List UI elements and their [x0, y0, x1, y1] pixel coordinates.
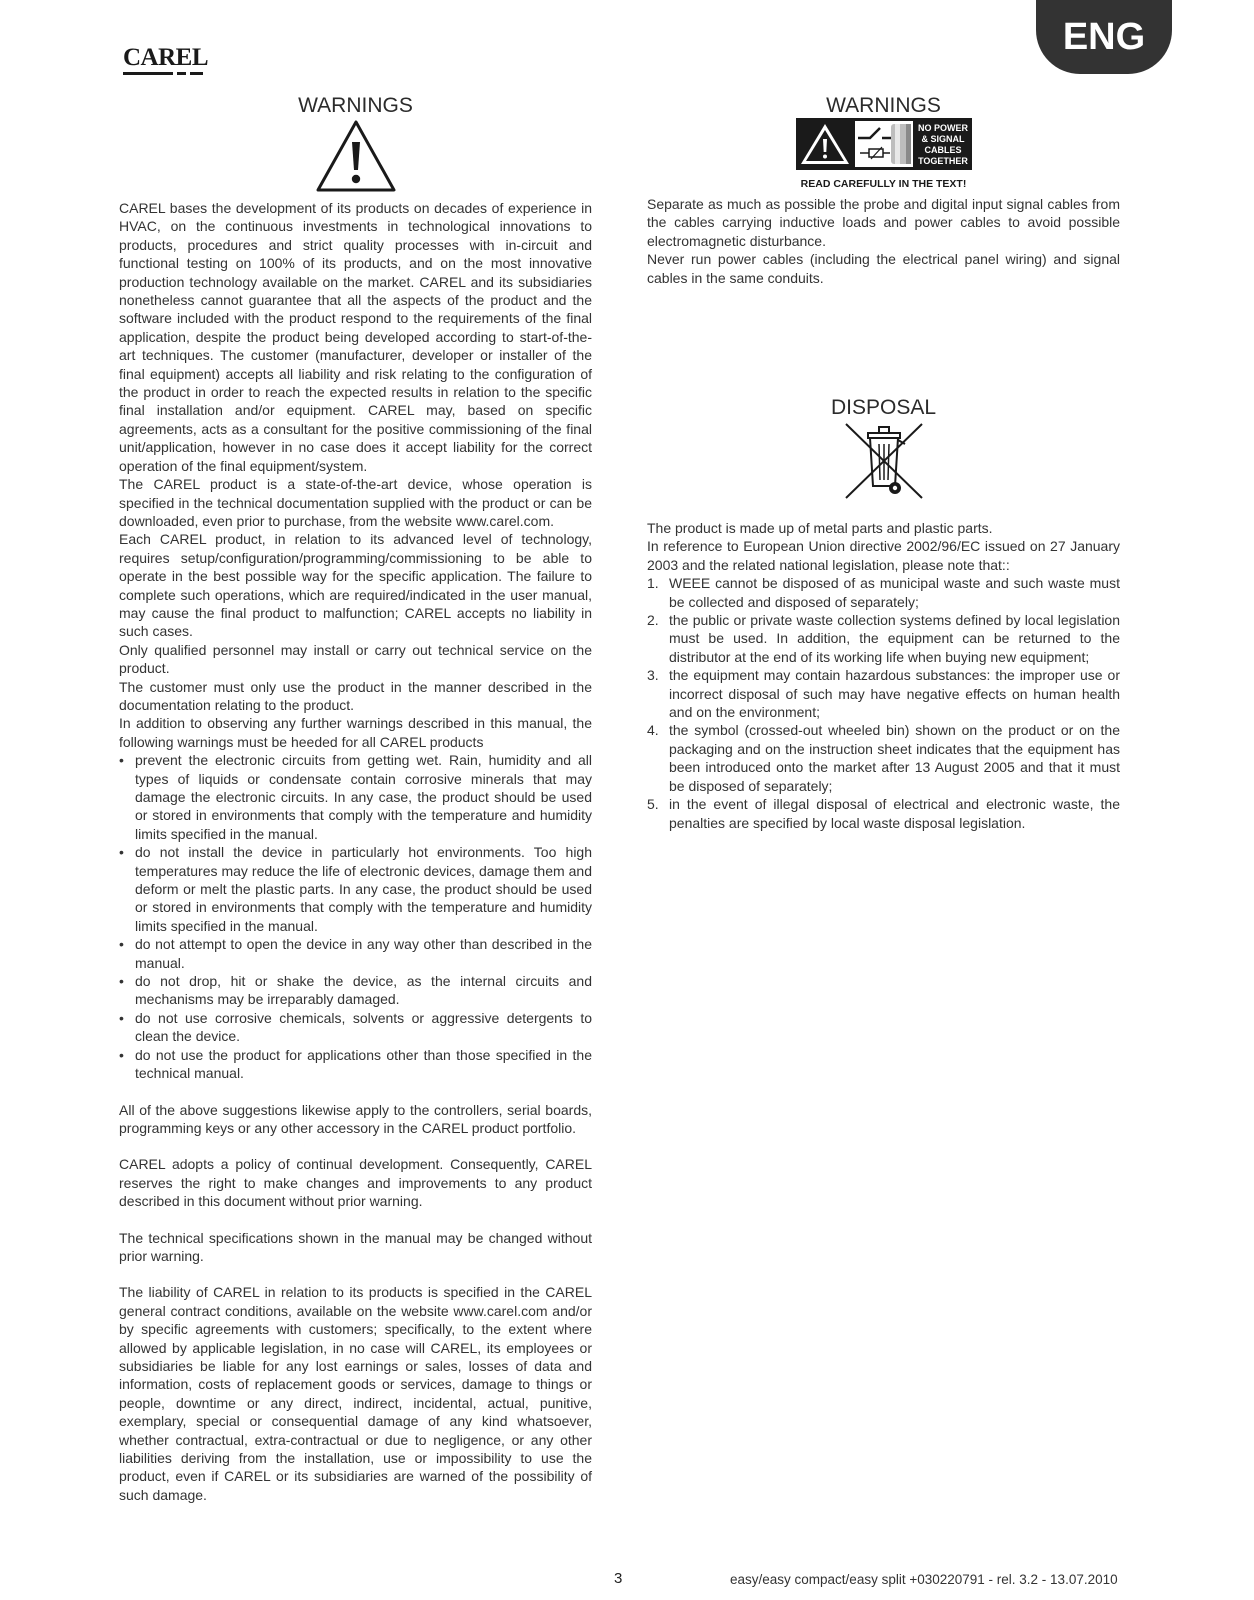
warnings-paragraph: Only qualified personnel may install or carry out technical service on the product.	[119, 641, 592, 677]
cable-warning-paragraph: Never run power cables (including the electrical panel wiring) and signal cables in the same conduits.	[647, 251, 1120, 286]
disposal-numbered-list	[647, 574, 1120, 832]
list-item	[647, 721, 1120, 795]
list-item-text: WEEE cannot be disposed of as municipal waste and such waste must be collected and disposed of separately;	[669, 575, 1120, 610]
disposal-section	[647, 396, 1120, 832]
liability-paragraph: The liability of CAREL in relation to its products is specified in the CAREL general contract conditions, available on the website www.carel.com and/or by specific agreements with customers; specifically, to the extent where allowed by applicable legislation, in no case will CAREL, its employees or subsidiaries be liable for any lost earnings or sales, losses of data and information, costs of replacement goods or services, damage to things or people, downtime or any direct, indirect, incidental, actual, punitive, exemplary, special or consequential damage of any kind whatsoever, whether contractual, extra-contractual or due to negligence, or any other liabilities deriving from the installation, use or impossibility to use the product, even if CAREL or its subsidiaries are warned of the possibility of such damage.	[119, 1284, 592, 1503]
list-item: • prevent the electronic circuits from getting wet. Rain, humidity and all types of liquids or condensate contain corrosive minerals that may damage the electronic circuits. In any case, the product should be used or stored in environments that comply with the temperature and humidity limits specified in the manual.	[119, 751, 592, 843]
warnings-paragraph: The CAREL product is a state-of-the-art device, whose operation is specified in the technical documentation supplied with the product or can be downloaded, even prior to purchase, from the website www.carel.com.	[119, 476, 592, 529]
list-item: • do not attempt to open the device in any way other than described in the manual.	[119, 935, 592, 972]
closing-paragraph: CAREL adopts a policy of continual development. Consequently, CAREL reserves the right to make changes and improvements to any product described in this document without prior warning.	[119, 1156, 592, 1210]
warnings-paragraph: Each CAREL product, in relation to its advanced level of technology, requires setup/configuration/programming/commissioning to be able to operate in the best possible way for the specific application. The failure to complete such operations, which are required/indicated in the user manual, may cause the final product to malfunction; CAREL accepts no liability in such cases.	[119, 531, 592, 640]
list-item-number: 2.	[647, 612, 659, 629]
list-item	[647, 666, 1120, 721]
document-reference: easy/easy compact/easy split +030220791 - rel. 3.2 - 13.07.2010	[730, 1572, 1118, 1587]
warnings-paragraph: The customer must only use the product in the manner described in the documentation relating to the product.	[119, 678, 592, 713]
cable-separation-warning-icon	[647, 118, 1120, 175]
warnings-bullet-list	[119, 751, 592, 1082]
cable-warnings-title: WARNINGS	[826, 94, 941, 117]
disposal-paragraph: In reference to European Union directive 2002/96/EC issued on 27 January 2003 and the related national legislation, please note that::	[647, 538, 1120, 573]
language-tab: ENG	[1036, 0, 1172, 74]
disposal-title: DISPOSAL	[830, 396, 937, 419]
warning-triangle-icon	[119, 118, 592, 199]
crossed-out-wheeled-bin-icon	[647, 420, 1120, 507]
logo-underline	[123, 72, 203, 75]
cable-warning-paragraph: Separate as much as possible the probe and digital input signal cables from the cables carrying inductive loads and power cables to avoid possible electromagnetic disturbance.	[647, 196, 1120, 249]
list-item-number: 4.	[647, 722, 659, 739]
warnings-paragraph: In addition to observing any further warnings described in this manual, the following warnings must be heeded for all CAREL products	[119, 715, 592, 750]
warnings-title: WARNINGS	[298, 94, 413, 117]
list-item-number: 1.	[647, 575, 659, 592]
list-item-text: the public or private waste collection systems defined by local legislation must be used. In addition, the equipment can be returned to the distributor at the end of its working life when buying new equipment;	[669, 612, 1120, 665]
closing-paragraph: The technical specifications shown in the manual may be changed without prior warning.	[119, 1229, 592, 1264]
list-item	[647, 795, 1120, 832]
list-item	[647, 574, 1120, 611]
list-item: • do not use the product for applications other than those specified in the technical manual.	[119, 1046, 592, 1083]
caution-badge-line: CABLES	[923, 145, 962, 155]
list-item: • do not install the device in particularly hot environments. Too high temperatures may reduce the life of electronic devices, damage them and deform or melt the plastic parts. In any case, the product should be used or stored in environments that comply with the temperature and humidity limits specified in the manual.	[119, 843, 592, 935]
list-item-text: the equipment may contain hazardous substances: the improper use or incorrect disposal of such may have negative effects on human health and on the environment;	[669, 667, 1120, 721]
disposal-text	[647, 519, 1120, 832]
cable-warnings-text	[647, 195, 1120, 287]
list-item: • do not use corrosive chemicals, solvents or aggressive detergents to clean the device.	[119, 1009, 592, 1046]
closing-paragraph: All of the above suggestions likewise apply to the controllers, serial boards, programming keys or any other accessory in the CAREL product portfolio.	[119, 1101, 592, 1136]
list-item-text: the symbol (crossed-out wheeled bin) shown on the product or on the packaging and on the instruction sheet indicates that the equipment has been introduced onto the market after 13 August 2005 and that it must be disposed of separately;	[669, 722, 1120, 794]
warnings-intro	[119, 199, 592, 751]
list-item-number: 5.	[647, 796, 659, 813]
list-item-text: in the event of illegal disposal of electrical and electronic waste, the penalties are specified by local waste disposal legislation.	[669, 796, 1120, 831]
caution-badge-line: TOGETHER	[917, 156, 968, 166]
disposal-paragraph: The product is made up of metal parts and plastic parts.	[647, 520, 993, 536]
page-number: 3	[614, 1570, 623, 1587]
list-item-number: 3.	[647, 667, 659, 684]
warnings-column	[119, 94, 592, 1504]
list-item: • do not drop, hit or shake the device, as the internal circuits and mechanisms may be irreparably damaged.	[119, 972, 592, 1009]
right-column	[647, 94, 1120, 831]
list-item	[647, 611, 1120, 666]
carel-logo: CAREL	[123, 44, 209, 71]
caution-badge-line: & SIGNAL	[920, 134, 965, 144]
warnings-paragraph: CAREL bases the development of its products on decades of experience in HVAC, on the continuous investments in technological innovations to products, procedures and strict quality processes with in-circuit and functional testing on 100% of its products, and on the most innovative production technology available on the market. CAREL and its subsidiaries nonetheless cannot guarantee that all the aspects of the product and the software included with the product respond to the requirements of the final application, despite the product being developed according to start-of-the-art techniques. The customer (manufacturer, developer or installer of the final equipment) accepts all liability and risk relating to the configuration of the product in order to reach the expected results in relation to the specific final installation and/or equipment. CAREL may, based on specific agreements, acts as a consultant for the positive commissioning of the final unit/application, however in no case does it accept liability for the correct operation of the final equipment/system.	[119, 200, 592, 474]
caution-badge-line: NO POWER	[917, 123, 968, 133]
caution-label: READ CAREFULLY IN THE TEXT!	[800, 178, 967, 190]
